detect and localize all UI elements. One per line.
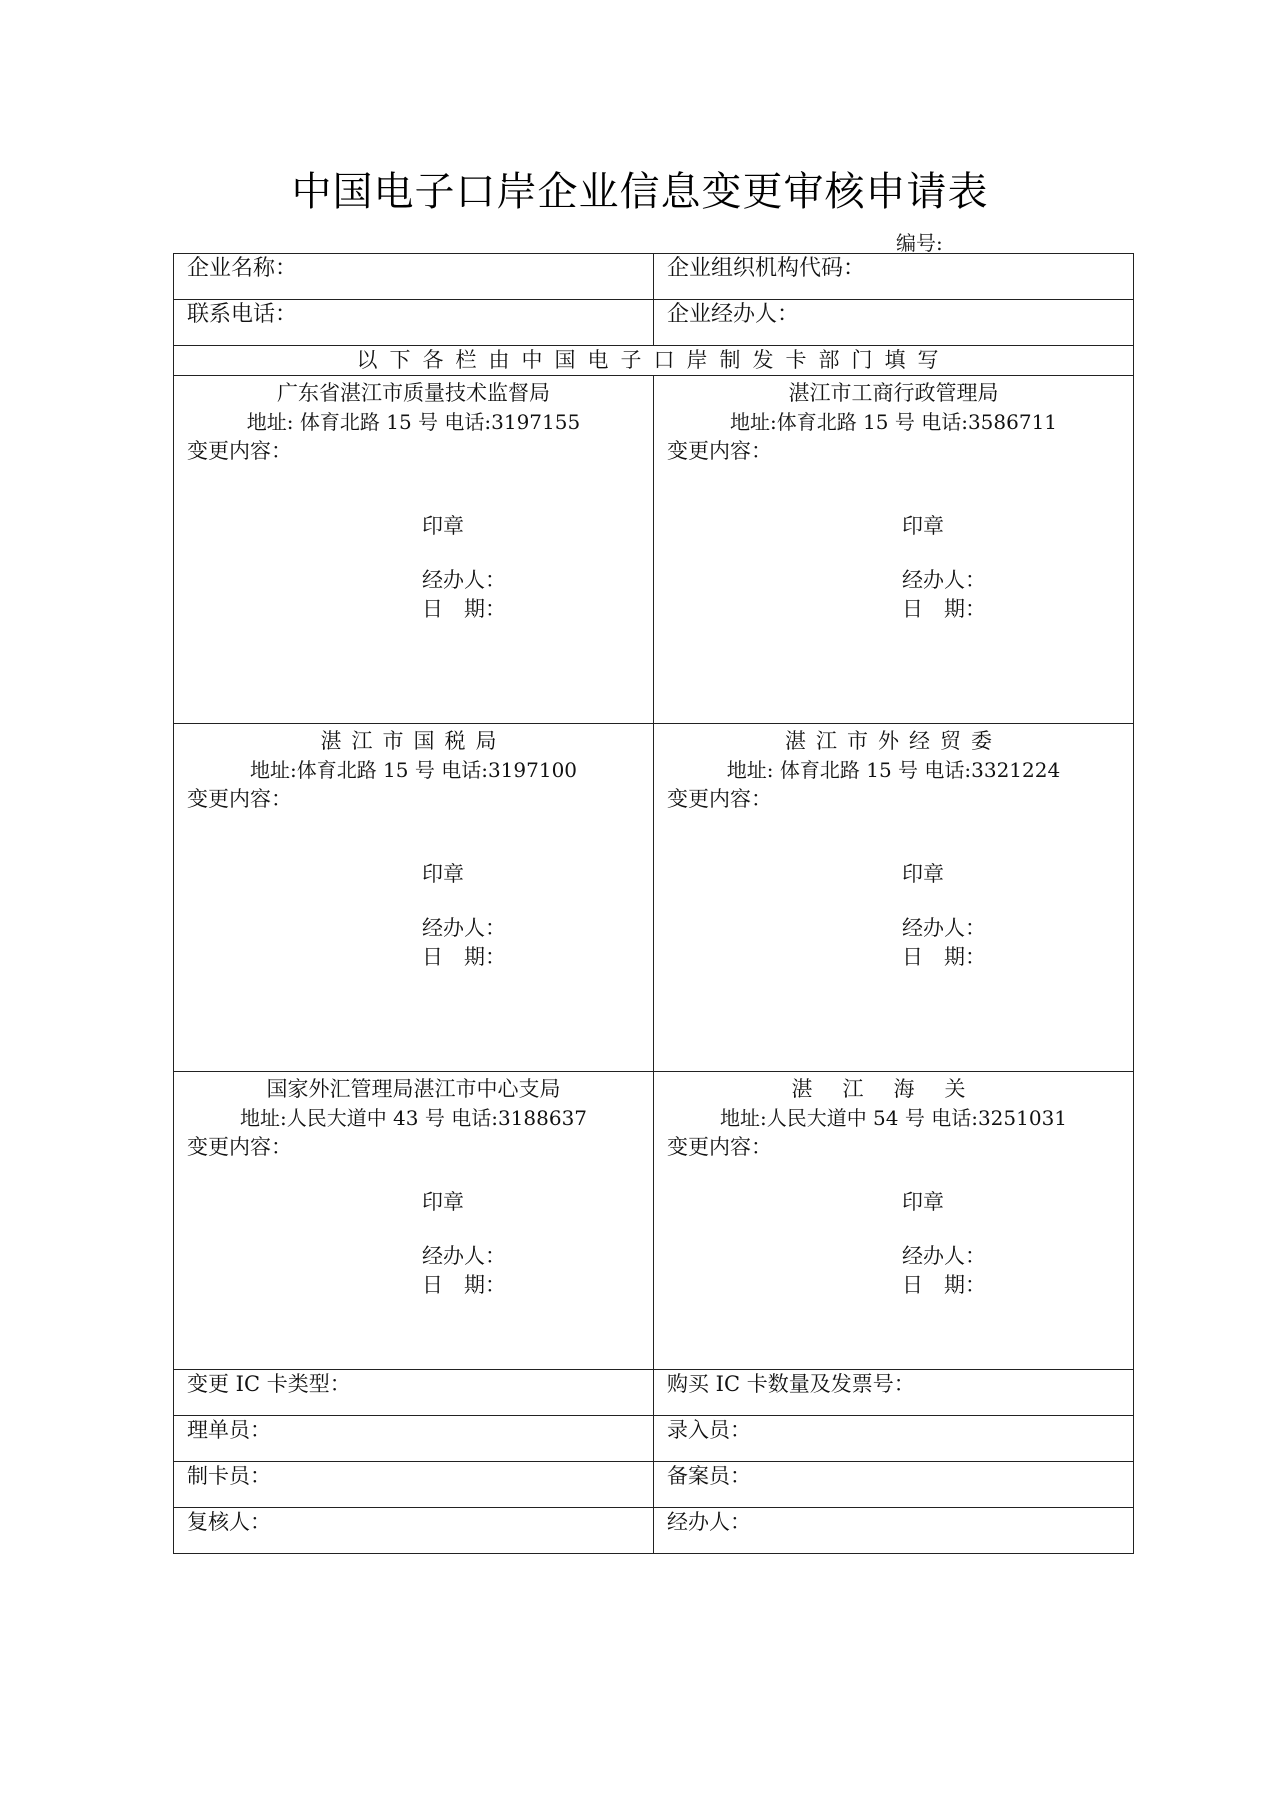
department-row-1 [174,376,1134,724]
date-label: 日 期： [902,1273,986,1297]
change-content-label: 变更内容： [187,1135,292,1159]
card-maker-label: 制卡员： [187,1464,271,1488]
reviewer-field[interactable] [174,1508,654,1554]
serial-number-label: 编号: [896,231,943,255]
org-code-field[interactable] [654,254,1134,300]
department-name: 国家外汇管理局湛江市中心支局 [266,1077,561,1101]
handler-label: 经办人： [902,568,986,592]
ic-card-type-field[interactable] [174,1370,654,1416]
ic-card-type-label: 变更 IC 卡类型： [187,1372,351,1396]
department-cell-quality[interactable] [174,376,654,724]
handler-label: 经办人： [422,1244,506,1268]
change-content-label: 变更内容： [187,787,292,811]
application-form-table [173,253,1134,1554]
change-content-label: 变更内容： [667,1135,772,1159]
stamp-label: 印章 [422,1190,464,1214]
date-label: 日 期： [902,945,986,969]
department-address: 地址:人民大道中 43 号 电话:3188637 [239,1106,588,1130]
handler-field[interactable] [654,1508,1134,1554]
company-handler-label: 企业经办人： [667,302,800,327]
date-label: 日 期： [422,597,506,621]
document-clerk-label: 理单员： [187,1418,271,1442]
stamp-label: 印章 [902,514,944,538]
section-header: 以下各栏由中国电子口岸制发卡部门填写 [174,346,1134,376]
reviewer-label: 复核人： [187,1510,271,1534]
stamp-label: 印章 [902,1190,944,1214]
card-maker-row [174,1462,1134,1508]
change-content-label: 变更内容： [667,787,772,811]
department-address: 地址: 体育北路 15 号 电话:3321224 [726,758,1061,782]
handler-label: 经办人： [902,1244,986,1268]
department-name: 广东省湛江市质量技术监督局 [277,381,550,405]
org-code-label: 企业组织机构代码： [667,256,866,281]
filing-clerk-label: 备案员： [667,1464,751,1488]
department-address: 地址: 体育北路 15 号 电话:3197155 [246,410,581,434]
ic-card-purchase-label: 购买 IC 卡数量及发票号： [667,1372,915,1396]
clerk-row [174,1416,1134,1462]
ic-card-purchase-field[interactable] [654,1370,1134,1416]
ic-card-row [174,1370,1134,1416]
department-cell-tax[interactable] [174,724,654,1072]
handler-label: 经办人： [422,916,506,940]
change-content-label: 变更内容： [187,439,292,463]
department-address: 地址:体育北路 15 号 电话:3586711 [729,410,1058,434]
department-name: 湛江海关 [791,1077,996,1101]
stamp-label: 印章 [422,862,464,886]
handler-label: 经办人： [422,568,506,592]
data-entry-clerk-field[interactable] [654,1416,1134,1462]
stamp-label: 印章 [422,514,464,538]
department-cell-forex[interactable] [174,1072,654,1370]
data-entry-clerk-label: 录入员： [667,1418,751,1442]
form-title: 中国电子口岸企业信息变更审核申请表 [291,169,989,215]
department-row-2 [174,724,1134,1072]
final-handler-label: 经办人： [667,1510,751,1534]
department-name: 湛江市外经贸委 [785,729,1002,753]
department-address: 地址:人民大道中 54 号 电话:3251031 [719,1106,1068,1130]
department-cell-customs[interactable] [654,1072,1134,1370]
date-label: 日 期： [422,945,506,969]
department-cell-trade[interactable] [654,724,1134,1072]
company-name-field[interactable] [174,254,654,300]
section-header-row [174,346,1134,376]
department-name: 湛江市工商行政管理局 [788,381,999,405]
department-cell-commerce[interactable] [654,376,1134,724]
date-label: 日 期： [902,597,986,621]
department-name: 湛江市国税局 [320,729,507,753]
contact-row [174,300,1134,346]
company-handler-field[interactable] [654,300,1134,346]
department-row-3 [174,1072,1134,1370]
document-clerk-field[interactable] [174,1416,654,1462]
filing-clerk-field[interactable] [654,1462,1134,1508]
date-label: 日 期： [422,1273,506,1297]
stamp-label: 印章 [902,862,944,886]
department-address: 地址:体育北路 15 号 电话:3197100 [249,758,578,782]
handler-label: 经办人： [902,916,986,940]
phone-label: 联系电话： [187,302,298,327]
change-content-label: 变更内容： [667,439,772,463]
card-maker-field[interactable] [174,1462,654,1508]
reviewer-row [174,1508,1134,1554]
phone-field[interactable] [174,300,654,346]
company-name-row [174,254,1134,300]
company-name-label: 企业名称： [187,256,298,281]
